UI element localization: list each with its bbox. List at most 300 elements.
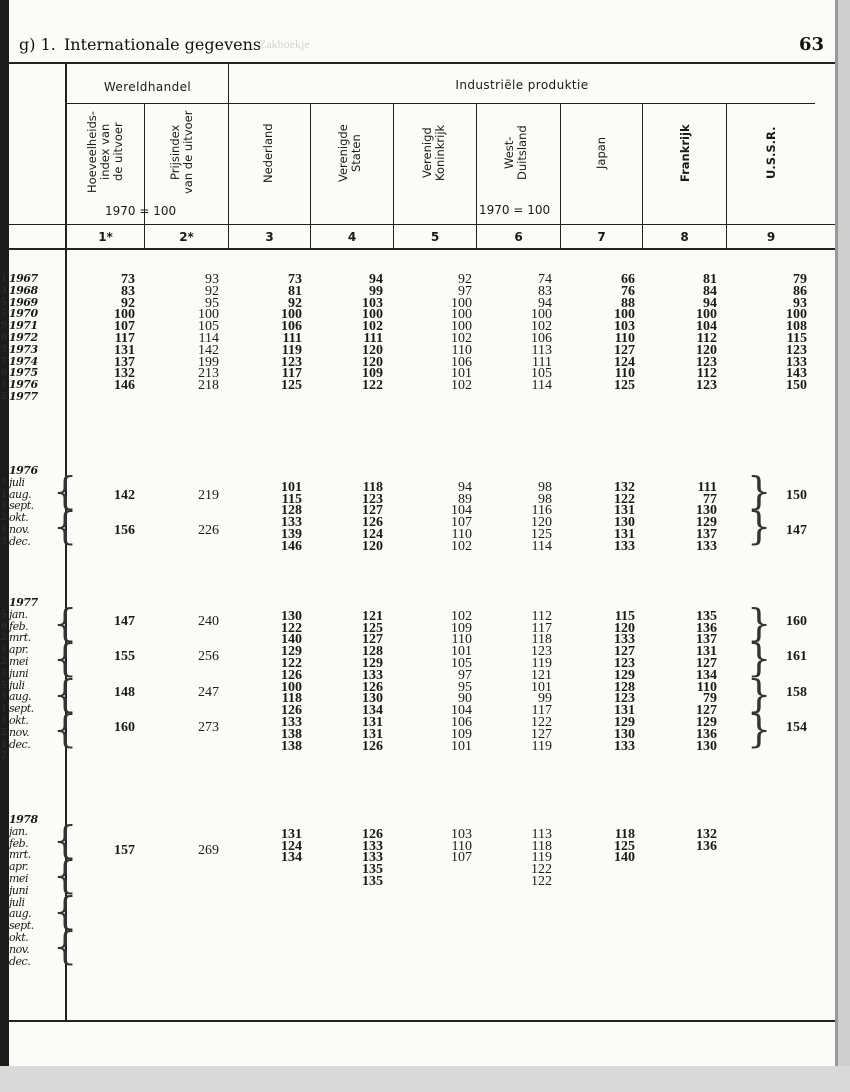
row-label: 1970 [9, 307, 38, 321]
table-cell: 138 [281, 726, 302, 742]
row-label: nov. [9, 725, 30, 739]
table-cell: 127 [362, 503, 383, 519]
table-cell: 100 [281, 679, 302, 695]
table-cell: 126 [362, 679, 383, 695]
margin-digit: 6 [1, 619, 7, 632]
table-cell: 119 [531, 656, 552, 671]
col-number-6: 6 [514, 230, 523, 244]
table-cell: 199 [198, 354, 219, 370]
row-label: mrt. [9, 631, 31, 645]
quarter-brace: { [53, 924, 78, 968]
table-cell: 124 [362, 527, 383, 542]
row-label: aug. [9, 690, 32, 704]
table-cell: 115 [281, 491, 302, 507]
table-cell: 123 [696, 378, 717, 394]
table-cell: 134 [362, 703, 383, 719]
row-label: nov. [9, 942, 30, 956]
table-cell: 150 [786, 487, 807, 503]
table-cell: 100 [614, 307, 635, 323]
quarter-brace: { [53, 853, 78, 898]
table-cell: 94 [538, 295, 552, 311]
table-cell: 120 [614, 620, 635, 636]
table-cell: 83 [121, 283, 135, 299]
table-cell: 114 [531, 378, 552, 394]
margin-digit: 7 [1, 475, 7, 488]
table-cell: 161 [786, 649, 807, 665]
table-cell: 133 [696, 538, 717, 554]
table-cell: 158 [786, 684, 807, 700]
table-cell: 122 [531, 862, 552, 878]
table-cell: 114 [531, 538, 552, 554]
table-cell: 103 [614, 319, 635, 335]
table-cell: 73 [288, 272, 302, 287]
table-cell: 133 [362, 850, 383, 866]
table-cell: 92 [458, 272, 472, 287]
table-cell: 140 [614, 850, 635, 866]
table-cell: 226 [198, 523, 219, 538]
table-cell: 74 [538, 272, 552, 287]
table-cell: 113 [531, 342, 552, 358]
group-header-industrial-production: Industriële produktie [455, 78, 589, 92]
table-cell: 117 [531, 703, 552, 719]
row-label: 1977 [9, 596, 38, 609]
table-cell: 160 [114, 719, 135, 735]
table-cell: 92 [288, 295, 302, 311]
row-label: aug. [9, 907, 32, 921]
table-cell: 150 [786, 378, 807, 394]
table-cell: 110 [614, 331, 635, 346]
table-cell: 81 [288, 283, 302, 299]
row-label: 1974 [9, 354, 38, 368]
table-cell: 148 [114, 684, 135, 700]
table-cell: 66 [621, 272, 635, 287]
table-cell: 218 [198, 378, 219, 394]
quarter-brace-right: } [747, 468, 772, 513]
table-cell: 111 [363, 331, 383, 346]
table-cell: 131 [614, 503, 635, 519]
row-label: sept. [9, 499, 34, 513]
table-cell: 103 [362, 295, 383, 311]
table-cell: 133 [281, 515, 302, 531]
row-label: apr. [9, 643, 29, 657]
table-cell: 114 [198, 331, 219, 346]
table-cell: 154 [786, 719, 807, 735]
row-label: 1978 [9, 813, 38, 826]
margin-digit: 1 [1, 714, 7, 726]
table-cell: 109 [362, 366, 383, 382]
table-cell: 160 [786, 613, 807, 629]
table-cell: 94 [703, 295, 717, 311]
table-cell: 123 [281, 354, 302, 370]
row-label: 1968 [9, 283, 38, 297]
row-label: jan. [9, 824, 28, 838]
table-cell: 98 [538, 491, 552, 507]
table-cell: 126 [362, 738, 383, 754]
show-through-text: Zakboekje [259, 37, 310, 51]
table-cell: 143 [786, 366, 807, 382]
table-cell: 123 [614, 656, 635, 671]
table-cell: 121 [362, 608, 383, 624]
table-cell: 115 [614, 608, 635, 624]
table-cell: 110 [451, 632, 472, 648]
margin-digit: 5 [1, 666, 7, 679]
table-cell: 129 [281, 644, 302, 660]
table-cell: 105 [451, 656, 472, 671]
table-cell: 125 [614, 838, 635, 854]
row-label: mei [9, 872, 28, 885]
margin-digit: 3 [1, 342, 7, 355]
table-cell: 109 [451, 620, 472, 636]
table-cell: 130 [614, 515, 635, 531]
table-cell: 132 [614, 479, 635, 495]
page-number: 63 [799, 34, 825, 55]
table-cell: 142 [198, 342, 219, 358]
row-label: okt. [9, 511, 29, 525]
table-cell: 147 [114, 613, 135, 629]
table-cell: 100 [786, 307, 807, 323]
margin-digit: 2 [1, 655, 7, 667]
quarter-brace: { [53, 636, 78, 681]
table-cell: 127 [614, 342, 635, 358]
table-cell: 104 [696, 319, 717, 335]
table-cell: 123 [786, 342, 807, 358]
row-label: feb. [9, 619, 29, 633]
col-divider-6 [560, 104, 561, 249]
table-cell: 157 [114, 842, 135, 858]
table-cell: 107 [451, 850, 472, 866]
table-cell: 156 [114, 523, 135, 538]
table-cell: 273 [198, 719, 219, 735]
margin-digit: 1 [1, 499, 7, 512]
table-cell: 122 [531, 874, 552, 889]
table-cell: 79 [703, 691, 717, 707]
row-label: jan. [9, 607, 28, 621]
table-cell: 119 [531, 850, 552, 866]
table-cell: 106 [451, 354, 472, 370]
margin-digit: 5 [1, 678, 7, 691]
table-cell: 136 [696, 838, 717, 854]
table-cell: 110 [614, 366, 635, 382]
table-cell: 100 [451, 307, 472, 323]
quarter-brace-right: } [747, 636, 772, 681]
col-divider-4 [393, 104, 394, 249]
row-label: mrt. [9, 848, 31, 862]
col-label-west-germany: West- Duitsland [502, 125, 529, 181]
table-cell: 112 [696, 331, 717, 346]
table-cell: 133 [362, 667, 383, 683]
table-cell: 120 [362, 354, 383, 370]
table-cell: 100 [362, 307, 383, 323]
quarter-brace-right: } [747, 671, 772, 716]
group-header-world-trade: Wereldhandel [103, 80, 192, 94]
table-cell: 135 [696, 608, 717, 624]
chapter-heading [19, 35, 261, 54]
col-label-netherlands: Nederland [261, 123, 275, 183]
table-cell: 134 [696, 667, 717, 683]
table-cell: 127 [362, 632, 383, 648]
table-cell: 99 [369, 283, 383, 299]
table-cell: 101 [451, 738, 472, 754]
table-cell: 120 [696, 342, 717, 358]
scan-frame-right [835, 0, 850, 1092]
table-cell: 130 [281, 608, 302, 624]
margin-digit: 1 [1, 378, 7, 391]
margin-digit: 2 [1, 749, 7, 762]
margin-digit: 2 [1, 725, 7, 738]
table-cell: 133 [786, 354, 807, 370]
table-cell: 213 [198, 366, 219, 382]
table-cell: 133 [281, 715, 302, 730]
table-cell: 131 [614, 527, 635, 542]
table-cell: 118 [362, 479, 383, 495]
table-cell: 133 [362, 838, 383, 854]
row-label: 1969 [9, 295, 38, 309]
quarter-brace-right: } [747, 707, 772, 751]
table-cell: 123 [362, 491, 383, 507]
table-cell: 133 [614, 738, 635, 754]
margin-digit: 5 [1, 607, 7, 620]
table-cell: 100 [281, 307, 302, 323]
table-cell: 125 [531, 527, 552, 542]
col-number-9: 9 [766, 230, 776, 244]
table-cell: 107 [114, 319, 135, 335]
table-cell: 122 [281, 656, 302, 671]
table-cell: 140 [281, 632, 302, 648]
margin-digit: 3 [1, 283, 7, 296]
table-cell: 125 [281, 378, 302, 394]
row-label: okt. [9, 931, 29, 944]
table-cell: 103 [451, 826, 472, 842]
margin-digit: 1 [1, 487, 7, 500]
row-label: mei [9, 655, 28, 668]
col-number-7: 7 [597, 230, 606, 244]
table-cell: 104 [451, 503, 472, 519]
table-cell: 136 [696, 726, 717, 742]
table-cell: 129 [362, 656, 383, 671]
table-cell: 123 [614, 691, 635, 707]
table-cell: 101 [451, 644, 472, 660]
table-cell: 127 [614, 644, 635, 660]
table-cell: 123 [696, 354, 717, 370]
table-cell: 106 [281, 319, 302, 335]
table-cell: 219 [198, 487, 219, 503]
table-cell: 131 [614, 703, 635, 719]
table-cell: 135 [362, 874, 383, 889]
margin-digit: 1 [1, 523, 7, 535]
table-cell: 94 [458, 479, 472, 495]
table-cell: 138 [281, 738, 302, 754]
table-cell: 127 [696, 656, 717, 671]
table-cell: 107 [451, 515, 472, 531]
table-cell: 112 [531, 608, 552, 624]
col-label-france: Frankrijk [678, 124, 692, 182]
table-cell: 105 [531, 366, 552, 382]
table-cell: 129 [614, 667, 635, 683]
row-label: 1976 [9, 378, 38, 392]
quarter-brace: { [53, 888, 78, 933]
table-cell: 128 [281, 503, 302, 519]
row-label: juni [9, 666, 29, 680]
table-cell: 102 [531, 319, 552, 335]
scan-frame-bottom [0, 1066, 850, 1092]
row-label: dec. [9, 954, 31, 968]
row-label: 1971 [9, 319, 38, 333]
quarter-brace: { [53, 504, 78, 549]
col-label-export-volume: Hoeveelheids- index van de uitvoer [85, 111, 125, 193]
colnum-top-rule [9, 224, 835, 225]
row-label: feb. [9, 836, 29, 850]
base-year-note-trade: 1970 = 100 [105, 204, 177, 218]
chapter-prefix: g) 1. [19, 35, 56, 54]
table-cell: 125 [614, 378, 635, 394]
table-cell: 240 [198, 613, 219, 629]
table-cell: 256 [198, 649, 219, 665]
table-cell: 76 [621, 283, 635, 299]
table-cell: 106 [531, 331, 552, 346]
table-cell: 117 [531, 620, 552, 636]
table-cell: 97 [458, 667, 472, 683]
margin-digit: 2 [1, 511, 7, 524]
row-label: juli [9, 895, 25, 909]
table-top-rule [9, 62, 835, 64]
table-cell: 90 [458, 691, 472, 707]
table-cell: 120 [362, 342, 383, 358]
table-cell: 118 [531, 632, 552, 648]
table-cell: 102 [451, 378, 472, 394]
table-cell: 73 [121, 272, 135, 287]
table-cell: 88 [621, 295, 635, 311]
row-label: juli [9, 678, 25, 692]
col-number-4: 4 [347, 230, 357, 244]
col-divider-8 [726, 104, 727, 249]
row-label: dec. [9, 534, 31, 548]
col-label-ussr: U.S.S.R. [764, 126, 778, 180]
table-cell: 117 [114, 331, 135, 346]
row-label: okt. [9, 714, 29, 727]
table-cell: 132 [114, 366, 135, 382]
table-cell: 128 [614, 679, 635, 695]
table-cell: 155 [114, 649, 135, 665]
table-cell: 137 [114, 354, 135, 370]
base-year-note-industry: 1970 = 100 [479, 203, 551, 217]
margin-digit: 5 [1, 295, 7, 308]
table-cell: 102 [362, 319, 383, 335]
table-cell: 89 [458, 491, 472, 507]
table-cell: 110 [451, 527, 472, 542]
col-label-united-states: Verenigde Staten [336, 124, 363, 182]
margin-digit: 0 [1, 331, 7, 343]
table-cell: 132 [696, 826, 717, 842]
table-cell: 100 [451, 295, 472, 311]
table-cell: 113 [531, 826, 552, 842]
table-cell: 106 [451, 715, 472, 730]
table-cell: 95 [205, 295, 219, 311]
table-cell: 130 [696, 503, 717, 519]
table-bottom-rule [9, 1020, 835, 1022]
table-cell: 126 [281, 667, 302, 683]
margin-digit: 7 [1, 354, 7, 367]
chapter-title: Internationale gegevens [63, 35, 262, 54]
table-cell: 111 [697, 479, 717, 495]
table-cell: 122 [281, 620, 302, 636]
row-label: 1972 [9, 331, 38, 344]
table-cell: 130 [362, 691, 383, 707]
table-cell: 142 [114, 487, 135, 503]
table-cell: 119 [531, 738, 552, 754]
row-label: apr. [9, 860, 29, 874]
table-cell: 81 [703, 272, 717, 287]
table-cell: 110 [451, 342, 472, 358]
table-cell: 102 [451, 331, 472, 346]
quarter-brace: { [53, 707, 78, 751]
page [1, 0, 835, 1066]
quarter-brace-right: } [747, 504, 772, 549]
quarter-brace: { [53, 817, 78, 862]
table-cell: 99 [538, 691, 552, 707]
table-cell: 118 [614, 826, 635, 842]
col-label-export-price: Prijsindex van de uitvoer [168, 110, 195, 194]
table-cell: 128 [362, 644, 383, 660]
table-cell: 133 [614, 538, 635, 554]
margin-digit: 3 [1, 690, 7, 703]
col-divider-3 [310, 104, 311, 249]
col-number-2: 2* [179, 230, 194, 244]
col-number-8: 8 [680, 230, 689, 244]
table-cell: 120 [531, 515, 552, 531]
colnum-bottom-rule [9, 248, 835, 250]
table-cell: 84 [703, 283, 717, 299]
row-label: sept. [9, 919, 34, 933]
table-cell: 133 [614, 632, 635, 648]
table-cell: 126 [281, 703, 302, 719]
row-label: 1975 [9, 366, 38, 380]
margin-digit: 9 [1, 319, 7, 332]
table-cell: 101 [531, 679, 552, 695]
table-cell: 146 [281, 538, 302, 554]
table-cell: 137 [696, 632, 717, 648]
table-cell: 100 [114, 307, 135, 323]
margin-digit: 6 [1, 366, 7, 379]
table-cell: 111 [282, 331, 302, 346]
margin-digit: 1 [1, 702, 7, 715]
table-cell: 130 [614, 726, 635, 742]
table-cell: 131 [281, 826, 302, 842]
table-cell: 117 [281, 366, 302, 382]
table-cell: 98 [538, 479, 552, 495]
table-cell: 118 [531, 838, 552, 854]
quarter-brace-right: } [747, 600, 772, 645]
table-cell: 116 [531, 503, 552, 519]
table-cell: 100 [198, 307, 219, 323]
quarter-brace: { [53, 468, 78, 513]
table-cell: 127 [696, 703, 717, 719]
margin-digit: 5 [1, 390, 7, 402]
table-cell: 92 [205, 283, 219, 299]
table-cell: 124 [281, 838, 302, 854]
table-cell: 102 [451, 538, 472, 554]
table-cell: 131 [114, 342, 135, 358]
table-cell: 126 [362, 515, 383, 531]
table-cell: 120 [362, 538, 383, 554]
table-cell: 109 [451, 726, 472, 742]
table-cell: 101 [281, 479, 302, 495]
row-label: 1976 [9, 464, 38, 477]
table-cell: 92 [121, 295, 135, 311]
table-cell: 131 [696, 644, 717, 660]
table-cell: 130 [696, 738, 717, 754]
table-cell: 79 [793, 272, 807, 287]
table-cell: 125 [362, 620, 383, 636]
